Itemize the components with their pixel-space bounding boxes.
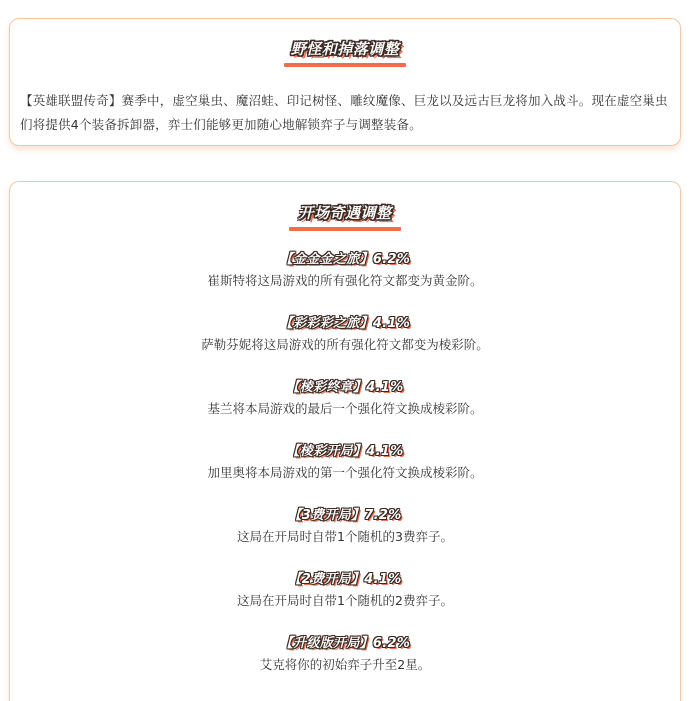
encounter-entry — [10, 570, 680, 610]
encounter-description: 这局在开局时自带1个随机的3费弈子。 — [237, 529, 453, 544]
encounter-name: 【3费开局】7.2% — [288, 508, 402, 523]
encounter-name: 【彩彩彩之旅】4.1% — [279, 316, 411, 331]
encounter-name: 【棱彩终章】4.1% — [286, 380, 404, 395]
encounter-name: 【金金金之旅】6.2% — [279, 252, 411, 267]
encounter-description: 萨勒芬妮将这局游戏的所有强化符文都变为棱彩阶。 — [201, 337, 489, 352]
encounter-description: 加里奥将本局游戏的第一个强化符文换成棱彩阶。 — [207, 465, 483, 480]
encounter-entry — [10, 506, 680, 546]
encounter-entry — [10, 634, 680, 674]
encounter-name: 【棱彩开局】4.1% — [286, 444, 404, 459]
encounter-description: 崔斯特将这局游戏的所有强化符文都变为黄金阶。 — [207, 273, 483, 288]
encounter-name: 【升级版开局】6.2% — [279, 636, 411, 651]
section-intro-text: 【英雄联盟传奇】赛季中，虚空巢虫、魔沼蛙、印记树怪、雕纹魔像、巨龙以及远古巨龙将加入战斗。现在虚空巢虫们将提供4个装备拆卸器，弈士们能够更加随心地解锁弈子与调整装备。 — [20, 93, 668, 132]
encounter-entry — [10, 378, 680, 418]
encounter-entry — [10, 442, 680, 482]
encounter-description: 艾克将你的初始弈子升至2星。 — [259, 657, 431, 672]
title-underline — [284, 63, 406, 67]
encounter-entry — [10, 314, 680, 354]
section-title: 开场奇遇调整 — [298, 204, 392, 222]
encounter-name: 【2费开局】4.1% — [288, 572, 402, 587]
title-underline — [289, 227, 401, 231]
encounter-description: 这局在开局时自带1个随机的2费弈子。 — [237, 593, 453, 608]
opening-encounter-card — [9, 181, 681, 701]
encounter-entry — [10, 250, 680, 290]
encounter-description: 基兰将本局游戏的最后一个强化符文换成棱彩阶。 — [207, 401, 483, 416]
section-title: 野怪和掉落调整 — [290, 40, 400, 58]
monster-drop-card — [9, 18, 681, 146]
